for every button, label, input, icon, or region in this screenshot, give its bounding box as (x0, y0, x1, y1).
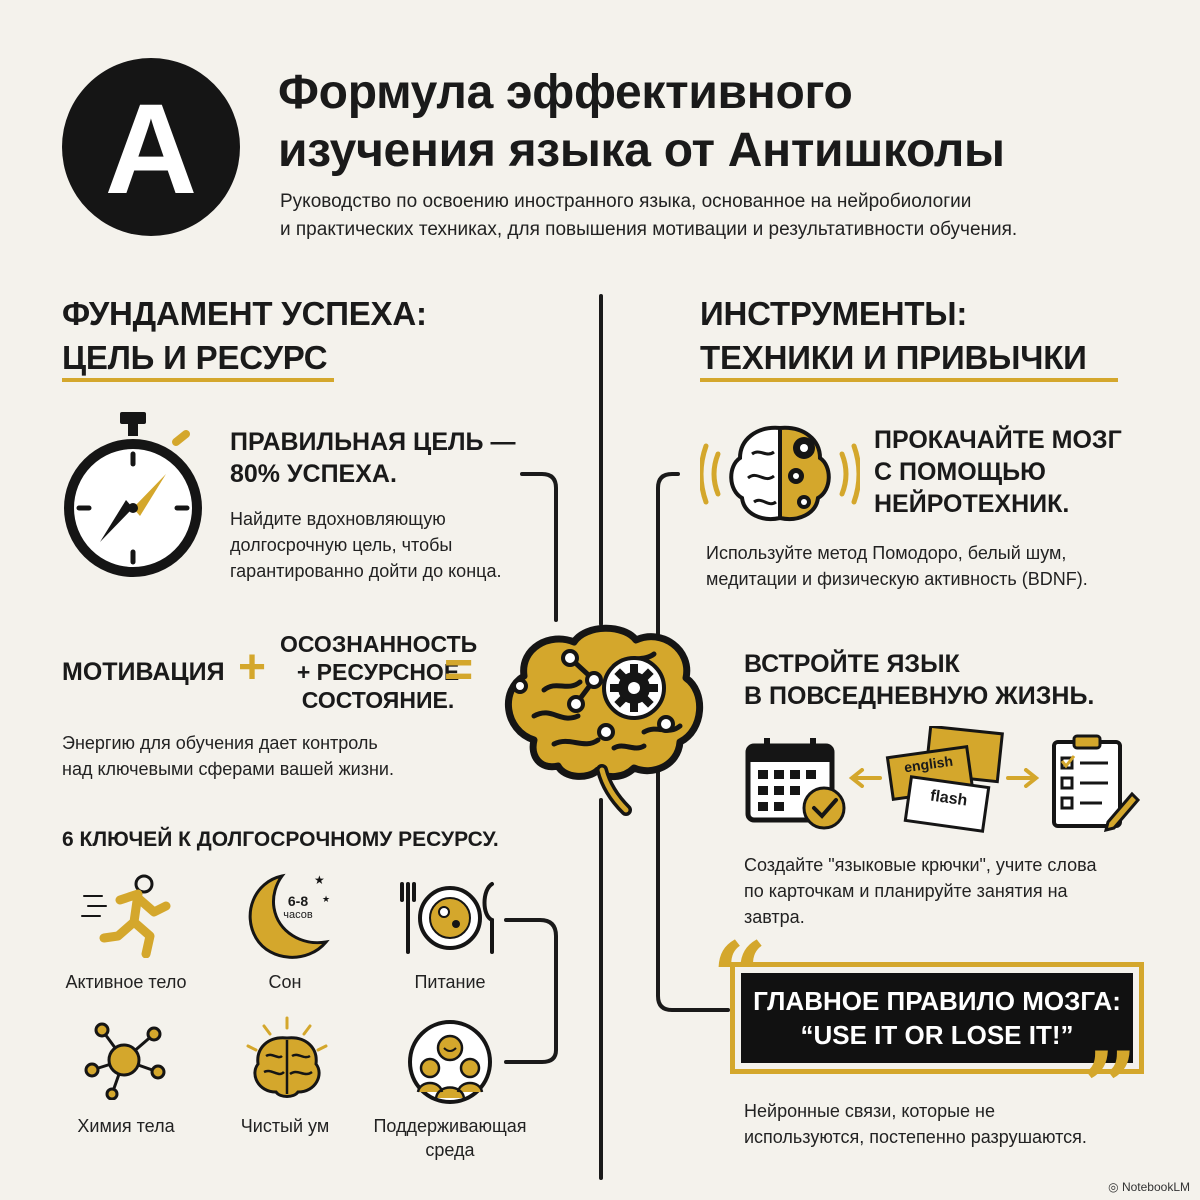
right-heading-line-1: ИНСТРУМЕНТЫ: (700, 295, 968, 332)
card-flash-text: flash (929, 787, 969, 810)
formula-text (62, 730, 394, 782)
rule-text-line-1: Нейронные связи, которые не (744, 1101, 995, 1121)
close-quote-icon: ” (1082, 1031, 1138, 1144)
formula-text-line-1: Энергию для обучения дает контроль (62, 733, 378, 753)
central-brain-icon (494, 620, 710, 816)
daily-title (744, 648, 1094, 712)
plus-sign: + (238, 641, 267, 694)
arrow-right-icon (1006, 768, 1040, 788)
key-label-sleep: Сон (268, 972, 302, 992)
arrow-left-icon (848, 768, 882, 788)
key-label-chemistry: Химия тела (77, 1116, 175, 1136)
brain-icon (242, 1016, 332, 1104)
flashcards-icon (884, 726, 1004, 834)
title-line-1: Формула эффективного (278, 66, 853, 119)
svg-text:★: ★ (314, 873, 325, 887)
equals-sign: = (444, 641, 474, 697)
brain-tech-text-line-1: Используйте метод Помодоро, белый шум, (706, 543, 1067, 563)
sleep-badge-unit: часов (283, 909, 313, 921)
rule-text (744, 1098, 1087, 1150)
brain-tech-text-line-2: медитации и физическую активность (BDNF). (706, 569, 1088, 589)
left-heading-line-1: ФУНДАМЕНТ УСПЕХА: (62, 295, 427, 332)
running-person-icon (80, 872, 172, 958)
brain-tech-title-line-2: С ПОМОЩЬЮ (874, 458, 1046, 486)
formula-part-line-2: + РЕСУРСНОЕ (296, 659, 460, 685)
subtitle-line-2: и практических техниках, для повышения мотивации и результативности обучения. (280, 219, 1018, 240)
key-label-clear-mind: Чистый ум (240, 1116, 330, 1136)
sleep-badge-hours: 6-8 (287, 893, 309, 909)
goal-text-line-1: Найдите вдохновляющую (230, 509, 446, 529)
formula-part-line-1: ОСОЗНАННОСТЬ (280, 631, 478, 657)
brain-rule-inner (741, 973, 1133, 1063)
calendar-icon (744, 734, 850, 830)
rule-text-line-2: используются, постепенно разрушаются. (744, 1127, 1087, 1147)
logo-letter: A (104, 78, 198, 221)
svg-text:★: ★ (322, 895, 331, 905)
key-label-support-line-2: среда (425, 1140, 475, 1160)
brain-tech-title (874, 424, 1122, 520)
molecule-icon (82, 1020, 168, 1100)
open-quote-icon: “ (712, 921, 768, 1034)
formula-motivation: МОТИВАЦИЯ (62, 658, 225, 686)
daily-text (744, 852, 1096, 930)
goal-title-line-1: ПРАВИЛЬНАЯ ЦЕЛЬ — (230, 428, 516, 456)
card-english-text: english (903, 752, 954, 776)
brain-tech-title-line-3: НЕЙРОТЕХНИК. (874, 490, 1070, 518)
plate-icon (400, 880, 500, 956)
daily-title-line-1: ВСТРОЙТЕ ЯЗЫК (744, 650, 960, 678)
key-label-support-line-1: Поддерживающая (373, 1116, 527, 1136)
key-label-support (360, 1114, 540, 1162)
brain-tech-text (706, 540, 1088, 592)
keys-heading: 6 КЛЮЧЕЙ К ДОЛГОСРОЧНОМУ РЕСУРСУ. (62, 828, 499, 851)
goal-title-line-2: 80% УСПЕХА. (230, 460, 397, 488)
brain-rule-line-1: ГЛАВНОЕ ПРАВИЛО МОЗГА: (753, 986, 1121, 1016)
key-label-nutrition: Питание (414, 972, 486, 992)
daily-text-line-3: завтра. (744, 907, 805, 927)
stopwatch-icon (58, 412, 208, 582)
brain-rule-line-2: “USE IT OR LOSE IT!” (800, 1020, 1074, 1050)
subtitle-line-1: Руководство по освоению иностранного языка, основанное на нейробиологии (280, 191, 972, 212)
notebooklm-badge (1108, 1180, 1190, 1194)
notebooklm-badge-text: NotebookLM (1121, 1180, 1190, 1194)
brain-tech-title-line-1: ПРОКАЧАЙТЕ МОЗГ (874, 426, 1122, 454)
notebooklm-icon: ◎ (1108, 1180, 1119, 1194)
people-icon (406, 1018, 494, 1106)
daily-title-line-2: В ПОВСЕДНЕВНУЮ ЖИЗНЬ. (744, 682, 1095, 710)
formula-part-line-3: СОСТОЯНИЕ. (301, 687, 455, 713)
brain-gears-icon (700, 418, 860, 528)
title-line-2: изучения языка от Антишколы (278, 124, 1005, 177)
daily-text-line-1: Создайте "языковые крючки", учите слова (744, 855, 1097, 875)
formula-text-line-2: над ключевыми сферами вашей жизни. (62, 759, 394, 779)
sleep-badge (270, 894, 326, 922)
goal-title (230, 426, 515, 490)
goal-text-line-2: долгосрочную цель, чтобы (230, 535, 453, 555)
left-heading-line-2: ЦЕЛЬ И РЕСУРС (62, 339, 328, 376)
right-heading-line-2: ТЕХНИКИ И ПРИВЫЧКИ (700, 339, 1087, 376)
checklist-icon (1048, 732, 1140, 832)
goal-text (230, 506, 501, 584)
key-label-body: Активное тело (65, 972, 187, 992)
daily-text-line-2: по карточкам и планируйте занятия на (744, 881, 1068, 901)
goal-text-line-3: гарантированно дойти до конца. (230, 561, 502, 581)
